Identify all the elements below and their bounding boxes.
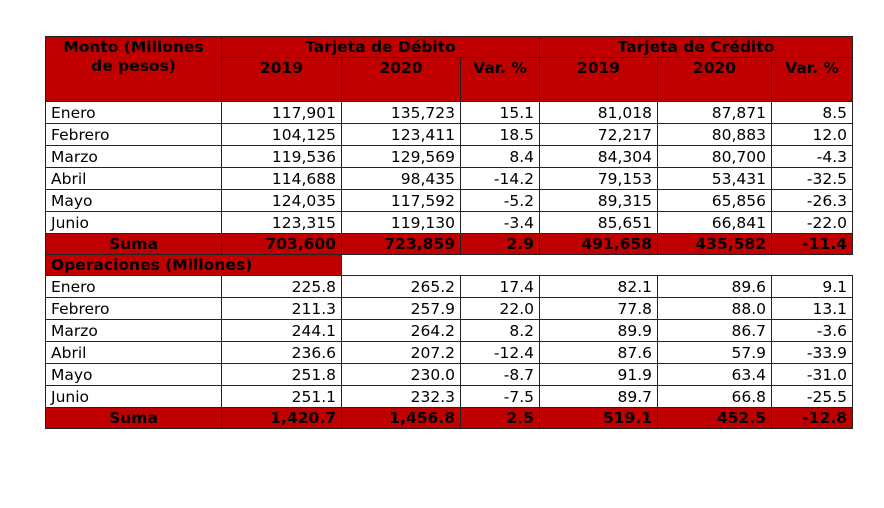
value-cell: 265.2 (342, 276, 461, 298)
value-cell: 22.0 (461, 298, 540, 320)
monto-row (46, 102, 853, 124)
col-credit-2020: 2020 (658, 58, 772, 102)
value-cell: 89.9 (540, 320, 658, 342)
value-cell: 17.4 (461, 276, 540, 298)
value-cell: 104,125 (222, 124, 342, 146)
sum-value-cell: 2.5 (461, 408, 540, 429)
value-cell: 13.1 (772, 298, 853, 320)
value-cell: -3.6 (772, 320, 853, 342)
value-cell: 80,700 (658, 146, 772, 168)
sum-value-cell: 723,859 (342, 234, 461, 255)
value-cell: 89.6 (658, 276, 772, 298)
month-label: Mayo (46, 364, 222, 386)
operaciones-section-label: Operaciones (Millones) (46, 255, 342, 276)
sum-value-cell: 1,456.8 (342, 408, 461, 429)
value-cell: -4.3 (772, 146, 853, 168)
value-cell: 123,411 (342, 124, 461, 146)
value-cell: 264.2 (342, 320, 461, 342)
value-cell: 86.7 (658, 320, 772, 342)
operaciones-row (46, 342, 853, 364)
value-cell: 207.2 (342, 342, 461, 364)
value-cell: -22.0 (772, 212, 853, 234)
value-cell: 66,841 (658, 212, 772, 234)
operaciones-row (46, 276, 853, 298)
value-cell: 119,536 (222, 146, 342, 168)
value-cell: 232.3 (342, 386, 461, 408)
value-cell: 8.2 (461, 320, 540, 342)
value-cell: 65,856 (658, 190, 772, 212)
month-label: Abril (46, 342, 222, 364)
month-label: Enero (46, 276, 222, 298)
corner-label: Monto (Millones de pesos) (46, 37, 222, 102)
value-cell: 87.6 (540, 342, 658, 364)
value-cell: 72,217 (540, 124, 658, 146)
value-cell: 66.8 (658, 386, 772, 408)
debit-card-group-header: Tarjeta de Débito (222, 37, 540, 58)
month-label: Junio (46, 386, 222, 408)
value-cell: 129,569 (342, 146, 461, 168)
operaciones-row (46, 320, 853, 342)
value-cell: 244.1 (222, 320, 342, 342)
value-cell: -5.2 (461, 190, 540, 212)
sum-value-cell: 491,658 (540, 234, 658, 255)
value-cell: 257.9 (342, 298, 461, 320)
sum-value-cell: 452.5 (658, 408, 772, 429)
value-cell: -12.4 (461, 342, 540, 364)
value-cell: 53,431 (658, 168, 772, 190)
sum-value-cell: 519.1 (540, 408, 658, 429)
value-cell: 8.5 (772, 102, 853, 124)
value-cell: 135,723 (342, 102, 461, 124)
value-cell: 88.0 (658, 298, 772, 320)
sum-label: Suma (46, 408, 222, 429)
monto-row (46, 212, 853, 234)
sum-label: Suma (46, 234, 222, 255)
value-cell: 89,315 (540, 190, 658, 212)
value-cell: 117,901 (222, 102, 342, 124)
operaciones-row (46, 364, 853, 386)
month-label: Abril (46, 168, 222, 190)
col-credit-var: Var. % (772, 58, 853, 102)
value-cell: 9.1 (772, 276, 853, 298)
value-cell: 98,435 (342, 168, 461, 190)
value-cell: 84,304 (540, 146, 658, 168)
monto-row (46, 124, 853, 146)
col-credit-2019: 2019 (540, 58, 658, 102)
month-label: Enero (46, 102, 222, 124)
value-cell: -26.3 (772, 190, 853, 212)
value-cell: 251.8 (222, 364, 342, 386)
value-cell: 225.8 (222, 276, 342, 298)
value-cell: -33.9 (772, 342, 853, 364)
monto-row (46, 190, 853, 212)
monto-row (46, 168, 853, 190)
value-cell: 80,883 (658, 124, 772, 146)
monto-row (46, 146, 853, 168)
value-cell: 251.1 (222, 386, 342, 408)
month-label: Marzo (46, 320, 222, 342)
col-debit-2019: 2019 (222, 58, 342, 102)
section-blank (342, 255, 853, 276)
month-label: Mayo (46, 190, 222, 212)
sum-value-cell: 2.9 (461, 234, 540, 255)
sum-value-cell: 1,420.7 (222, 408, 342, 429)
value-cell: -25.5 (772, 386, 853, 408)
value-cell: -8.7 (461, 364, 540, 386)
month-label: Febrero (46, 298, 222, 320)
value-cell: 117,592 (342, 190, 461, 212)
value-cell: 91.9 (540, 364, 658, 386)
month-label: Marzo (46, 146, 222, 168)
value-cell: 87,871 (658, 102, 772, 124)
value-cell: 12.0 (772, 124, 853, 146)
value-cell: -31.0 (772, 364, 853, 386)
month-label: Febrero (46, 124, 222, 146)
value-cell: 18.5 (461, 124, 540, 146)
value-cell: 114,688 (222, 168, 342, 190)
month-label: Junio (46, 212, 222, 234)
value-cell: -7.5 (461, 386, 540, 408)
value-cell: 63.4 (658, 364, 772, 386)
col-debit-2020: 2020 (342, 58, 461, 102)
operaciones-row (46, 298, 853, 320)
sum-value-cell: -11.4 (772, 234, 853, 255)
card-stats-table (45, 36, 853, 429)
operaciones-section-row (46, 255, 853, 276)
value-cell: 230.0 (342, 364, 461, 386)
sum-value-cell: 435,582 (658, 234, 772, 255)
value-cell: 15.1 (461, 102, 540, 124)
value-cell: 82.1 (540, 276, 658, 298)
header-row-groups (46, 37, 853, 58)
value-cell: 124,035 (222, 190, 342, 212)
value-cell: -32.5 (772, 168, 853, 190)
value-cell: 89.7 (540, 386, 658, 408)
value-cell: -14.2 (461, 168, 540, 190)
sum-value-cell: 703,600 (222, 234, 342, 255)
value-cell: 57.9 (658, 342, 772, 364)
monto-sum-row (46, 234, 853, 255)
value-cell: 211.3 (222, 298, 342, 320)
value-cell: 8.4 (461, 146, 540, 168)
value-cell: 85,651 (540, 212, 658, 234)
value-cell: 236.6 (222, 342, 342, 364)
value-cell: 123,315 (222, 212, 342, 234)
operaciones-sum-row (46, 408, 853, 429)
value-cell: 119,130 (342, 212, 461, 234)
value-cell: 81,018 (540, 102, 658, 124)
value-cell: 79,153 (540, 168, 658, 190)
credit-card-group-header: Tarjeta de Crédito (540, 37, 853, 58)
value-cell: 77.8 (540, 298, 658, 320)
operaciones-row (46, 386, 853, 408)
sum-value-cell: -12.8 (772, 408, 853, 429)
value-cell: -3.4 (461, 212, 540, 234)
col-debit-var: Var. % (461, 58, 540, 102)
